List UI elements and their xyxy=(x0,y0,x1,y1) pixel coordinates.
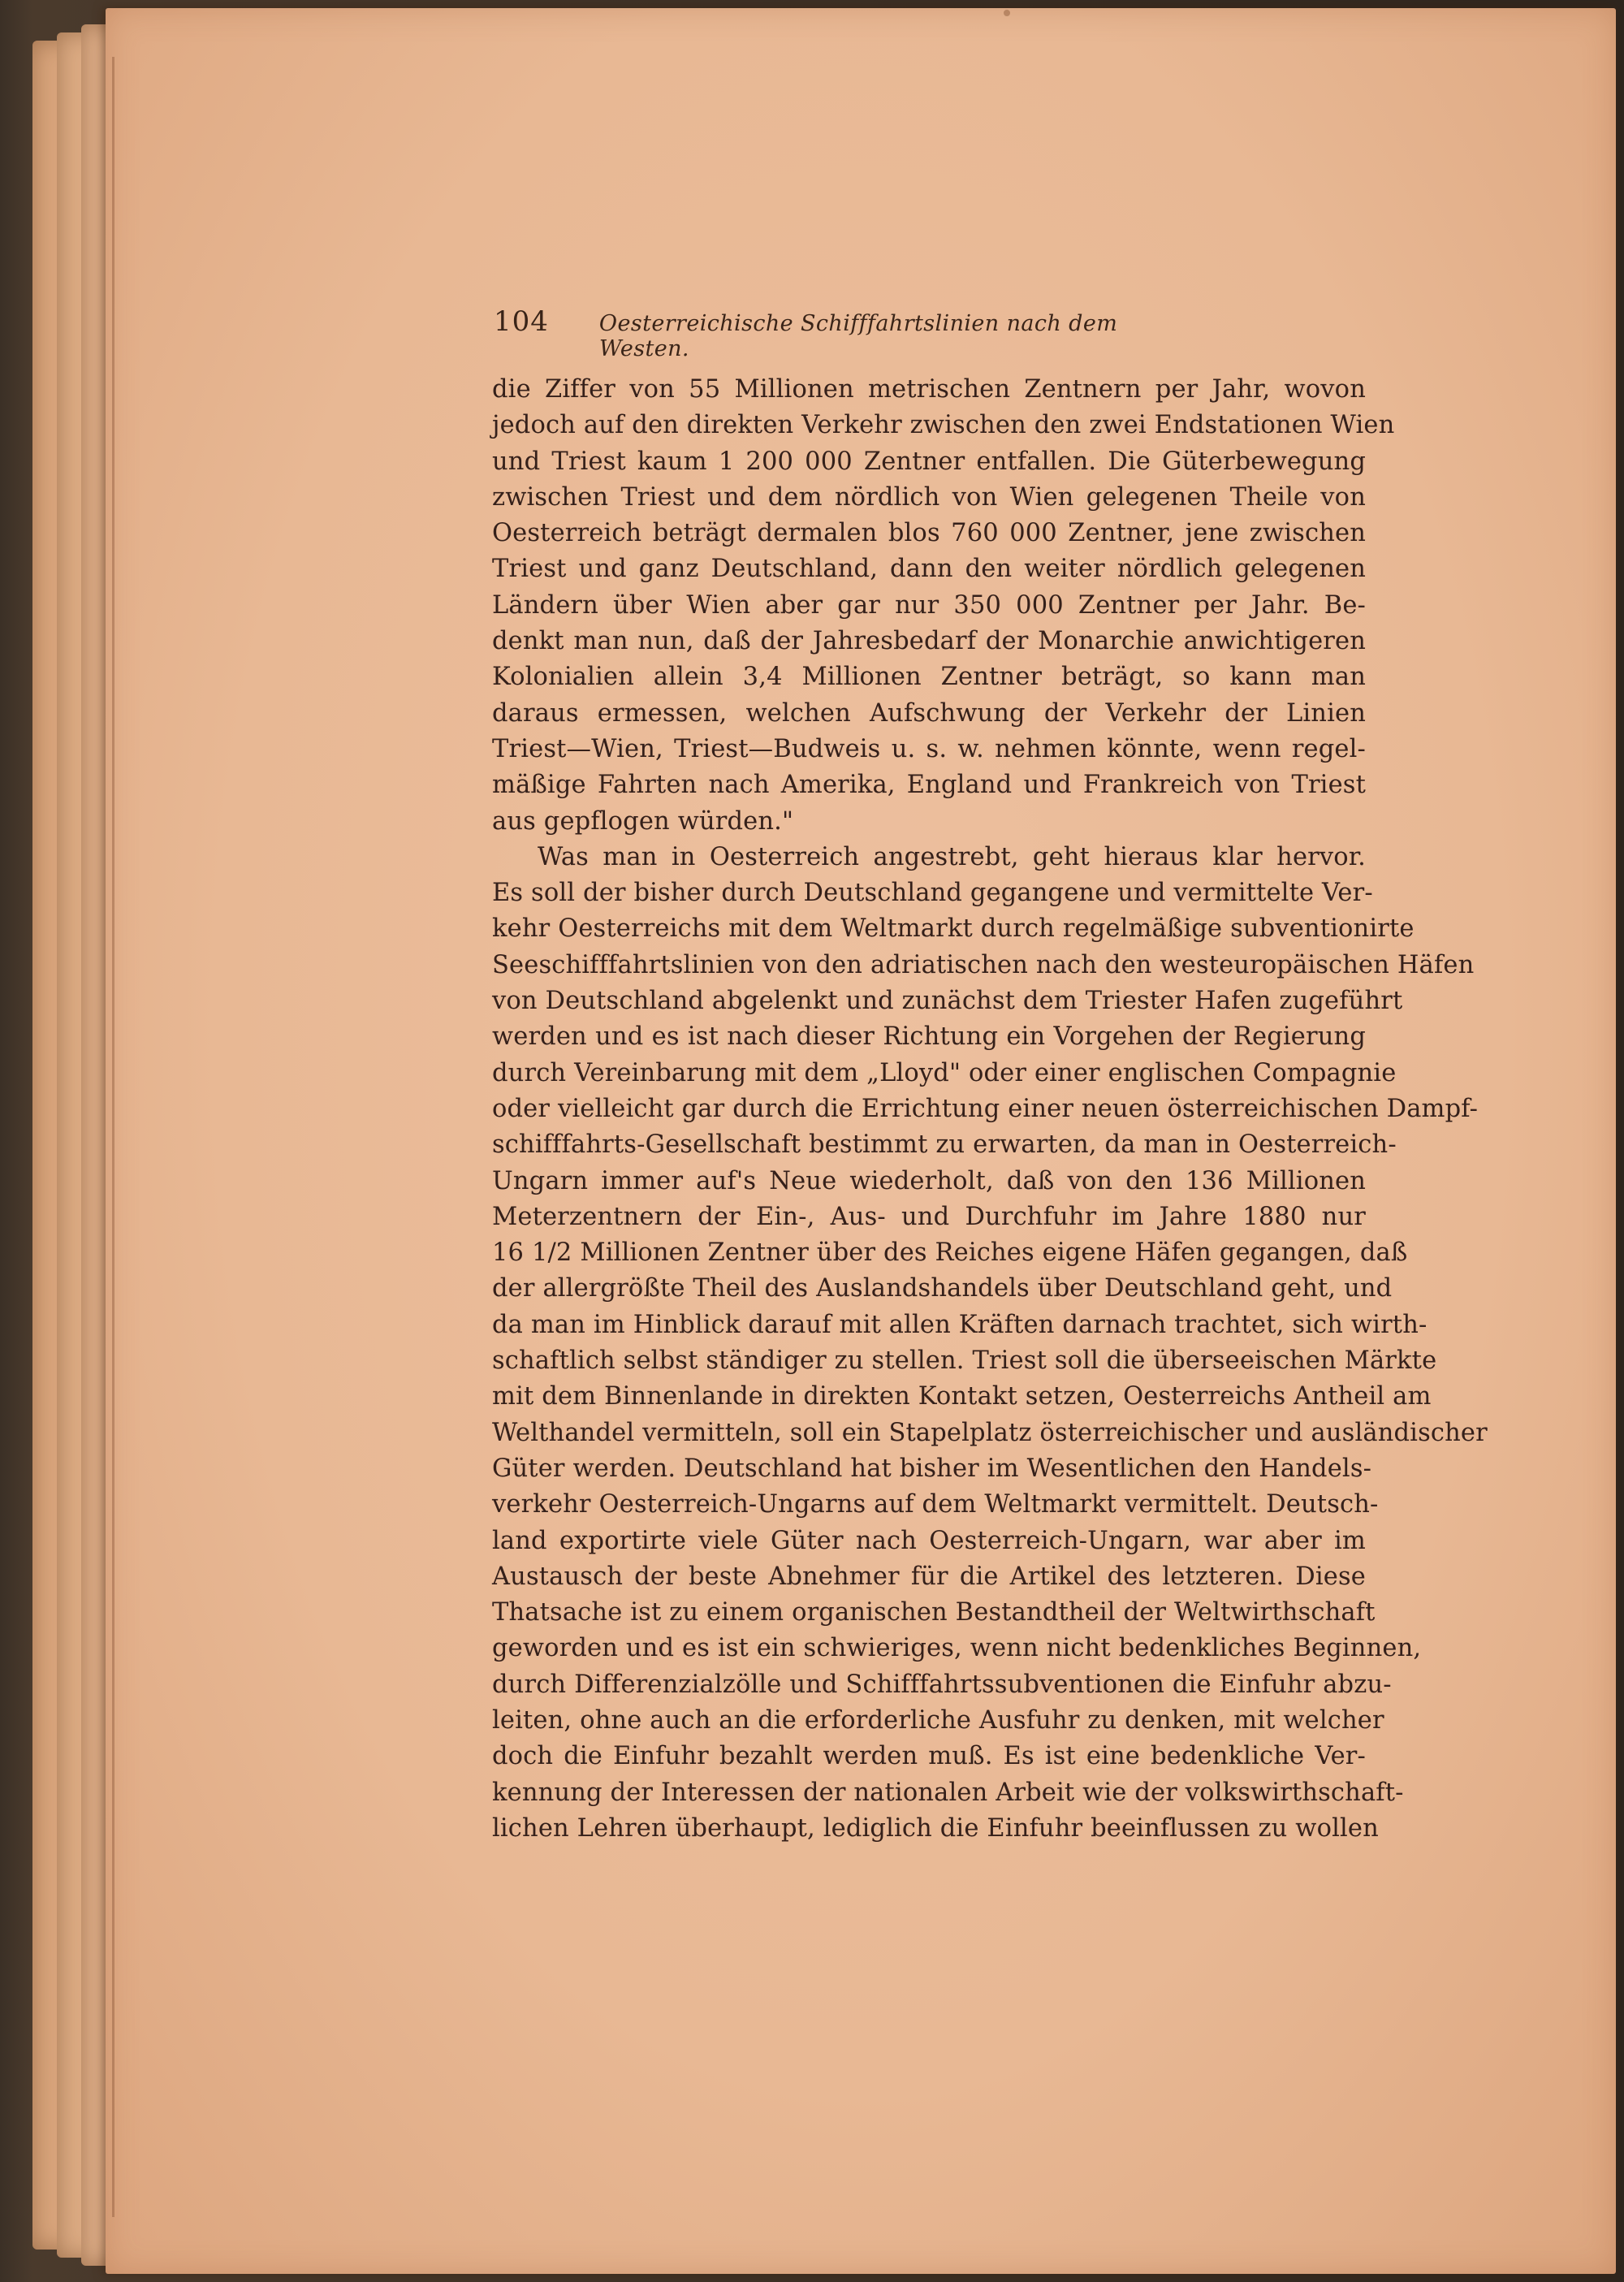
text-line: kennung der Interessen der nationalen Arbeit wie der volkswirthschaft- xyxy=(492,1778,1404,1807)
text-line: Güter werden. Deutschland hat bisher im Wesentlichen den Handels- xyxy=(492,1454,1372,1483)
text-line: doch die Einfuhr bezahlt werden muß. Es ist eine bedenkliche Ver- xyxy=(492,1742,1366,1771)
text-line: Welthandel vermitteln, soll ein Stapelplatz österreichischer und ausländischer xyxy=(492,1418,1488,1447)
text-line: kehr Oesterreichs mit dem Weltmarkt durch regelmäßige subventionirte xyxy=(492,914,1415,944)
text-line: Seeschifffahrtslinien von den adriatischen nach den westeuropäischen Häfen xyxy=(492,950,1475,979)
text-line: Triest—Wien, Triest—Budweis u. s. w. nehmen könnte, wenn regel- xyxy=(492,734,1366,763)
text-line: der allergrößte Theil des Auslandshandels über Deutschland geht, und xyxy=(492,1274,1393,1303)
text-line: und Triest kaum 1 200 000 Zentner entfallen. Die Güterbewegung xyxy=(492,447,1366,476)
text-line: schaftlich selbst ständiger zu stellen. Triest soll die überseeischen Märkte xyxy=(492,1346,1437,1376)
text-line: Es soll der bisher durch Deutschland gegangene und vermittelte Ver- xyxy=(492,879,1373,908)
text-line: die Ziffer von 55 Millionen metrischen Zentnern per Jahr, wovon xyxy=(492,375,1366,404)
text-line: von Deutschland abgelenkt und zunächst dem Triester Hafen zugeführt xyxy=(492,987,1403,1016)
text-line: durch Vereinbarung mit dem „Lloyd" oder einer englischen Compagnie xyxy=(492,1058,1397,1087)
text-line: Thatsache ist zu einem organischen Bestandtheil der Weltwirthschaft xyxy=(492,1598,1376,1627)
text-line: Oesterreich beträgt dermalen blos 760 000 Zentner, jene zwischen xyxy=(492,519,1366,548)
text-line: schifffahrts-Gesellschaft bestimmt zu erwarten, da man in Oesterreich- xyxy=(492,1130,1397,1160)
text-line: durch Differenzialzölle und Schifffahrtssubventionen die Einfuhr abzu- xyxy=(492,1670,1392,1699)
text-line: Meterzentnern der Ein-, Aus- und Durchfuhr im Jahre 1880 nur xyxy=(492,1202,1366,1231)
page-number: 104 xyxy=(494,305,549,338)
page-fold-shadow xyxy=(112,57,114,2217)
text-line: Triest und ganz Deutschland, dann den weiter nördlich gelegenen xyxy=(492,555,1366,584)
text-line: aus gepflogen würden." xyxy=(492,806,794,836)
text-line: Ungarn immer auf's Neue wiederholt, daß von den 136 Millionen xyxy=(492,1166,1366,1195)
text-line: Austausch der beste Abnehmer für die Artikel des letzteren. Diese xyxy=(492,1562,1366,1591)
text-line: mit dem Binnenlande in direkten Kontakt setzen, Oesterreichs Antheil am xyxy=(492,1382,1432,1411)
running-head-title: Oesterreichische Schifffahrtslinien nach dem Westen. xyxy=(598,311,1118,361)
text-line: leiten, ohne auch an die erforderliche Ausfuhr zu denken, mit welcher xyxy=(492,1705,1384,1735)
text-line: daraus ermessen, welchen Aufschwung der Verkehr der Linien xyxy=(492,698,1366,728)
text-line: land exportirte viele Güter nach Oesterreich-Ungarn, war aber im xyxy=(492,1526,1366,1555)
text-line: Ländern über Wien aber gar nur 350 000 Zentner per Jahr. Be- xyxy=(492,590,1366,620)
body-text xyxy=(492,372,1488,2094)
text-line: jedoch auf den direkten Verkehr zwischen den zwei Endstationen Wien xyxy=(492,411,1395,440)
running-head xyxy=(494,305,1208,361)
paper-stain xyxy=(1004,10,1010,16)
text-line: werden und es ist nach dieser Richtung ein Vorgehen der Regierung xyxy=(492,1022,1366,1052)
text-line: geworden und es ist ein schwieriges, wenn nicht bedenkliches Beginnen, xyxy=(492,1634,1422,1663)
text-line: verkehr Oesterreich-Ungarns auf dem Weltmarkt vermittelt. Deutsch- xyxy=(492,1490,1379,1519)
text-line: Kolonialien allein 3,4 Millionen Zentner beträgt, so kann man xyxy=(492,663,1366,692)
text-line: mäßige Fahrten nach Amerika, England und Frankreich von Triest xyxy=(492,771,1366,800)
text-line: zwischen Triest und dem nördlich von Wien gelegenen Theile von xyxy=(492,482,1366,512)
text-line: lichen Lehren überhaupt, lediglich die Einfuhr beeinflussen zu wollen xyxy=(492,1813,1379,1843)
text-line: denkt man nun, daß der Jahresbedarf der Monarchie anwichtigeren xyxy=(492,627,1366,656)
text-line: da man im Hinblick darauf mit allen Kräften darnach trachtet, sich wirth- xyxy=(492,1310,1427,1339)
text-line: oder vielleicht gar durch die Errichtung einer neuen österreichischen Dampf- xyxy=(492,1094,1479,1123)
text-line: 16 1/2 Millionen Zentner über des Reiches eigene Häfen gegangen, daß xyxy=(492,1238,1408,1268)
text-line: Was man in Oesterreich angestrebt, geht hieraus klar hervor. xyxy=(538,842,1366,871)
